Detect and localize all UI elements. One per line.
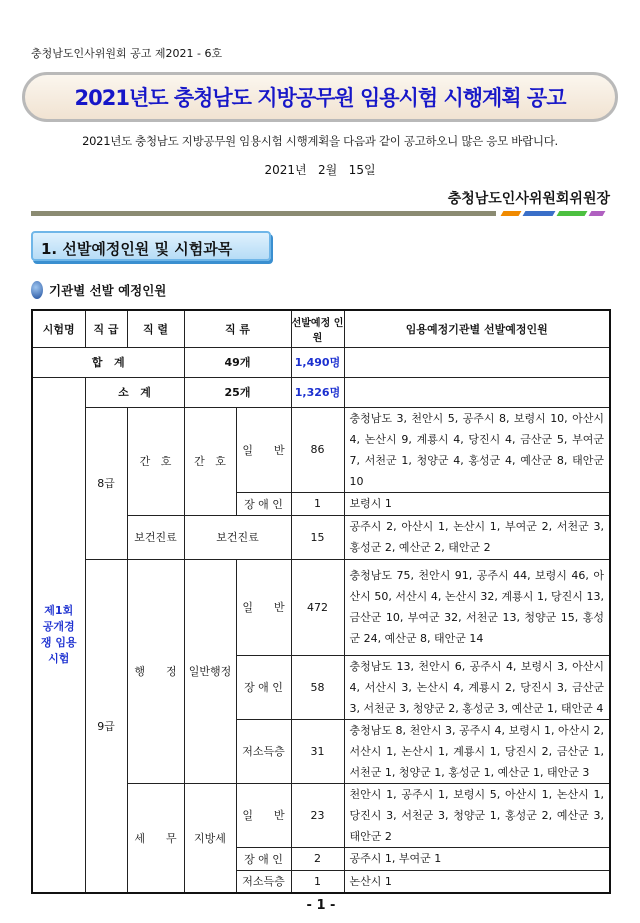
total-row (32, 347, 610, 377)
col-count: 선발예정 인 원 (291, 310, 344, 347)
exam-name: 제1회 공개경쟁 임용시험 (32, 377, 85, 893)
agencies-cell: 공주시 2, 아산시 1, 논산시 1, 부여군 2, 서천군 3, 홍성군 2, 예산군 2, 태안군 2 (344, 515, 610, 559)
type-cell: 저소득층 (236, 870, 291, 893)
type-cell: 장 애 인 (236, 847, 291, 870)
count-cell: 58 (291, 655, 344, 719)
total-types: 49개 (184, 347, 291, 377)
count-cell: 31 (291, 719, 344, 783)
page-number: - 1 - (306, 897, 336, 913)
subsection-heading (31, 281, 166, 299)
divider-accent (501, 211, 522, 216)
col-series: 직 렬 (127, 310, 184, 347)
col-class: 직 류 (184, 310, 291, 347)
count-cell: 1 (291, 870, 344, 893)
count-cell: 472 (291, 559, 344, 655)
type-cell: 저소득층 (236, 719, 291, 783)
series-cell: 간 호 (127, 407, 184, 515)
type-cell: 일 반 (236, 407, 291, 492)
type-cell: 일 반 (236, 783, 291, 847)
subtotal-label: 소 계 (85, 377, 184, 407)
title-box (22, 72, 618, 122)
agencies-cell: 천안시 1, 공주시 1, 보령시 5, 아산시 1, 논산시 1, 당진시 3, 서천군 3, 청양군 1, 홍성군 2, 예산군 3, 태안군 2 (344, 783, 610, 847)
type-cell: 장 애 인 (236, 655, 291, 719)
total-label: 합 계 (32, 347, 184, 377)
series-cell: 행 정 (127, 559, 184, 783)
page-title: 2021년도 충청남도 지방공무원 임용시험 시행계획 공고 (74, 86, 566, 110)
subtotal-types: 25개 (184, 377, 291, 407)
table-area (31, 309, 611, 923)
class-cell: 일반행정 (184, 559, 236, 783)
series-cell: 세 무 (127, 783, 184, 893)
agencies-cell: 충청남도 8, 천안시 3, 공주시 4, 보령시 1, 아산시 2, 서산시 1, 논산시 1, 계룡시 1, 당진시 2, 금산군 1, 서천군 1, 청양군 1, 홍성군 1, 예산군 1, 태안군 3 (344, 719, 610, 783)
subsection-title: 기관별 선발 예정인원 (49, 283, 167, 298)
col-agencies: 임용예정기관별 선발예정인원 (344, 310, 610, 347)
class-cell: 지방세 (184, 783, 236, 893)
col-exam: 시험명 (32, 310, 85, 347)
type-cell: 장 애 인 (236, 492, 291, 515)
col-grade: 직 급 (85, 310, 127, 347)
total-count: 1,490명 (291, 347, 344, 377)
section-heading: 1. 선발예정인원 및 시험과목 (31, 231, 271, 261)
notice-number: 충청남도인사위원회 공고 제2021 - 6호 (31, 47, 223, 60)
count-cell: 2 (291, 847, 344, 870)
empty-cell (344, 347, 610, 377)
agencies-cell: 충청남도 75, 천안시 91, 공주시 44, 보령시 46, 아산시 50, 서산시 4, 논산시 32, 계룡시 1, 당진시 13, 금산군 10, 부여군 32, 서천군 13, 청양군 15, 홍성군 24, 예산군 8, 태안군 14 (344, 559, 610, 655)
recruitment-table (31, 309, 611, 894)
subtotal-row (32, 377, 610, 407)
signer: 충청남도인사위원회위원장 (447, 191, 610, 207)
series-cell: 보건진료 (127, 515, 184, 559)
count-cell: 86 (291, 407, 344, 492)
divider (31, 211, 496, 216)
divider-accent (557, 211, 588, 216)
divider-accent (523, 211, 556, 216)
agencies-cell: 보령시 1 (344, 492, 610, 515)
agencies-cell: 논산시 1 (344, 870, 610, 893)
class-cell: 보건진료 (184, 515, 291, 559)
divider-accent (589, 211, 606, 216)
grade-cell: 8급 (85, 407, 127, 559)
table-row (32, 407, 610, 492)
intro-text: 2021년도 충청남도 지방공무원 임용시험 시행계획을 다음과 같이 공고하오니 많은 응모 바랍니다. (82, 134, 558, 148)
type-cell: 일 반 (236, 559, 291, 655)
class-cell: 간 호 (184, 407, 236, 515)
agencies-cell: 충청남도 13, 천안시 6, 공주시 4, 보령시 3, 아산시 4, 서산시 3, 논산시 4, 계룡시 2, 당진시 3, 금산군 3, 서천군 3, 청양군 2, 홍성군 3, 예산군 1, 태안군 4 (344, 655, 610, 719)
notice-date: 2021년 2월 15일 (264, 163, 376, 177)
subtotal-count: 1,326명 (291, 377, 344, 407)
table-header (32, 310, 610, 347)
count-cell: 15 (291, 515, 344, 559)
bullet-icon (31, 281, 43, 299)
count-cell: 23 (291, 783, 344, 847)
agencies-cell: 충청남도 3, 천안시 5, 공주시 8, 보령시 10, 아산시 4, 논산시 9, 계룡시 4, 당진시 4, 금산군 5, 부여군 7, 서천군 1, 청양군 4, 홍성군 4, 예산군 8, 태안군 10 (344, 407, 610, 492)
count-cell: 1 (291, 492, 344, 515)
empty-cell (344, 377, 610, 407)
agencies-cell: 공주시 1, 부여군 1 (344, 847, 610, 870)
table-row (32, 559, 610, 655)
grade-cell: 9급 (85, 559, 127, 893)
